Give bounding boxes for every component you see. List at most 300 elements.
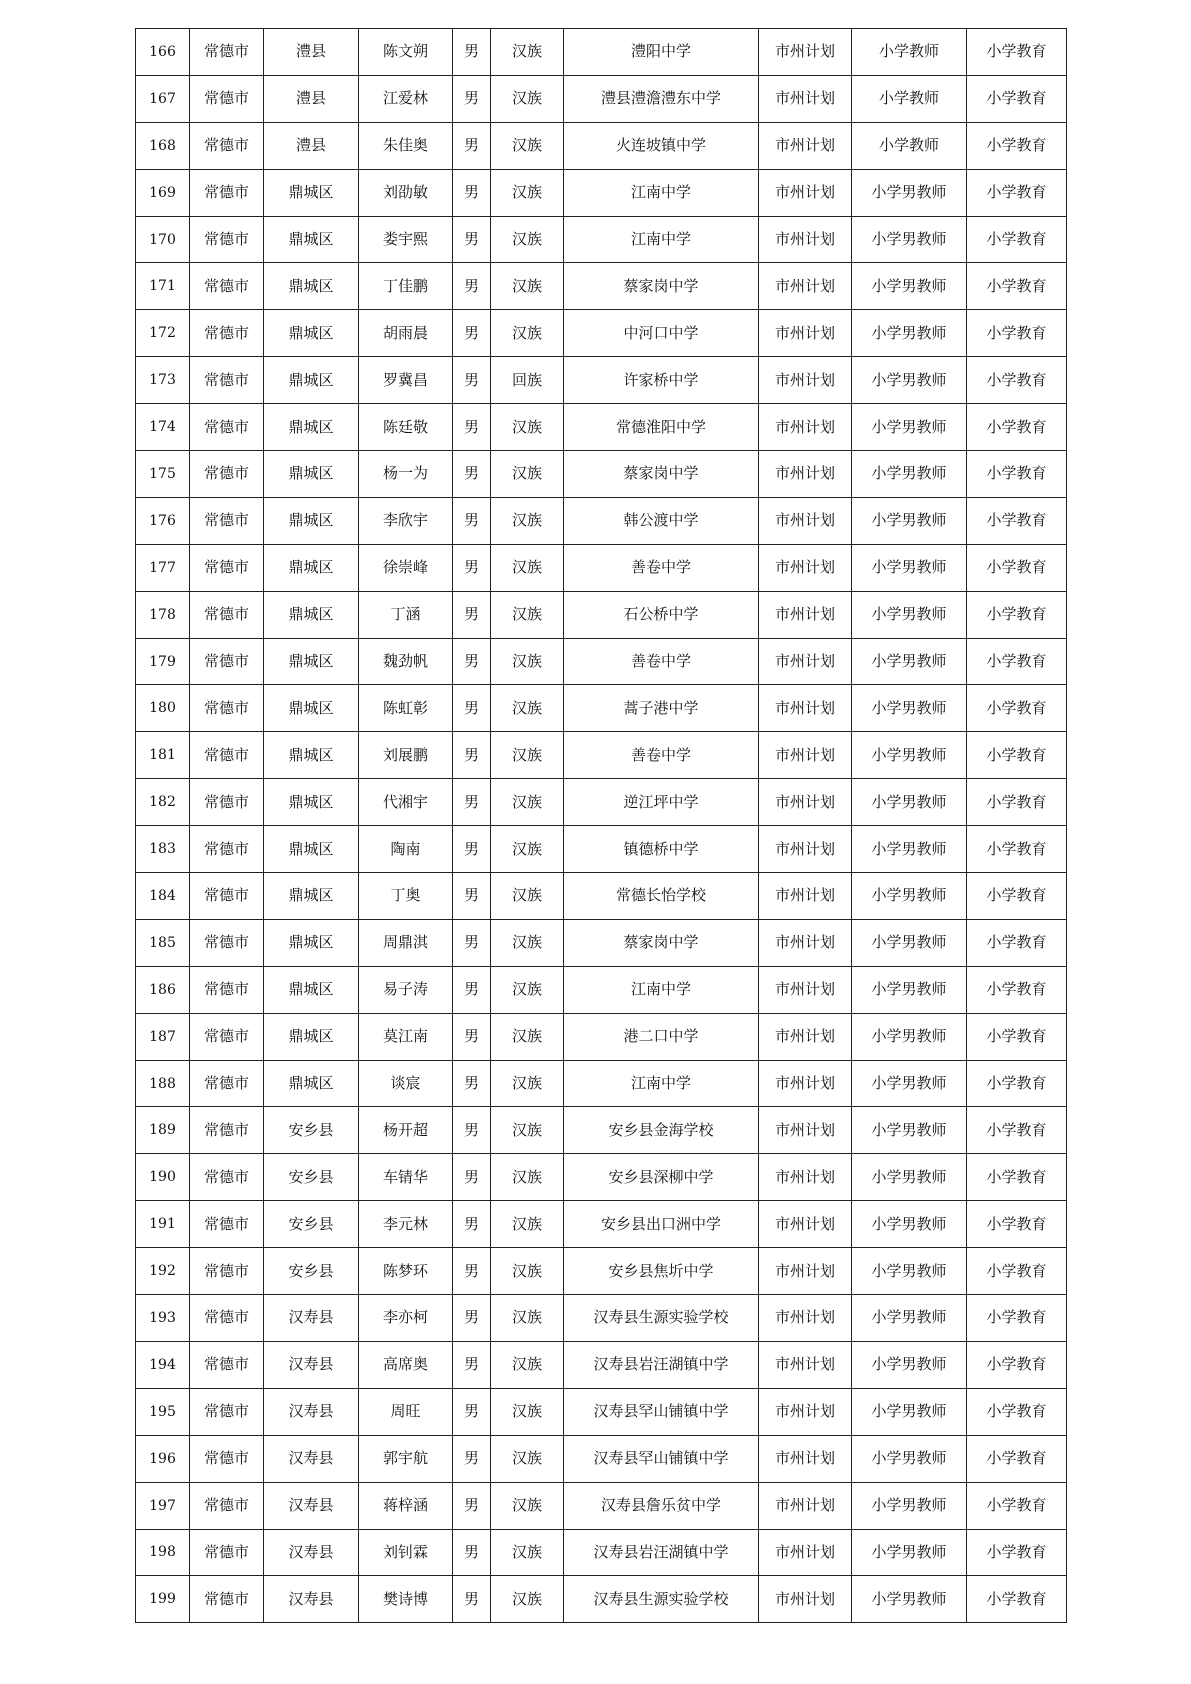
school-cell: 逆江坪中学 bbox=[564, 779, 759, 826]
school-cell: 镇德桥中学 bbox=[564, 826, 759, 873]
city-cell: 常德市 bbox=[190, 1060, 264, 1107]
ethnicity-cell: 汉族 bbox=[491, 1060, 564, 1107]
plan-cell: 市州计划 bbox=[759, 75, 852, 122]
school-cell: 安乡县深柳中学 bbox=[564, 1154, 759, 1201]
plan-cell: 市州计划 bbox=[759, 404, 852, 451]
county-cell: 鼎城区 bbox=[264, 544, 359, 591]
position-cell: 小学男教师 bbox=[852, 685, 967, 732]
city-cell: 常德市 bbox=[190, 1201, 264, 1248]
major-cell: 小学教育 bbox=[967, 1435, 1067, 1482]
city-cell: 常德市 bbox=[190, 1154, 264, 1201]
table-row bbox=[136, 1107, 1067, 1154]
ethnicity-cell: 汉族 bbox=[491, 1201, 564, 1248]
city-cell: 常德市 bbox=[190, 451, 264, 498]
ethnicity-cell: 汉族 bbox=[491, 216, 564, 263]
name-cell: 李亦柯 bbox=[359, 1295, 453, 1342]
school-cell: 江南中学 bbox=[564, 216, 759, 263]
major-cell: 小学教育 bbox=[967, 1248, 1067, 1295]
gender-cell: 男 bbox=[453, 1576, 491, 1623]
school-cell: 蔡家岗中学 bbox=[564, 919, 759, 966]
gender-cell: 男 bbox=[453, 29, 491, 76]
table-row bbox=[136, 169, 1067, 216]
major-cell: 小学教育 bbox=[967, 451, 1067, 498]
table-row bbox=[136, 497, 1067, 544]
position-cell: 小学男教师 bbox=[852, 1060, 967, 1107]
county-cell: 鼎城区 bbox=[264, 404, 359, 451]
plan-cell: 市州计划 bbox=[759, 122, 852, 169]
name-cell: 朱佳奥 bbox=[359, 122, 453, 169]
city-cell: 常德市 bbox=[190, 169, 264, 216]
ethnicity-cell: 汉族 bbox=[491, 873, 564, 920]
table-row bbox=[136, 779, 1067, 826]
ethnicity-cell: 汉族 bbox=[491, 1388, 564, 1435]
plan-cell: 市州计划 bbox=[759, 1295, 852, 1342]
table-row bbox=[136, 310, 1067, 357]
gender-cell: 男 bbox=[453, 1341, 491, 1388]
seq-cell: 189 bbox=[136, 1107, 190, 1154]
seq-cell: 185 bbox=[136, 919, 190, 966]
position-cell: 小学男教师 bbox=[852, 1248, 967, 1295]
table-body bbox=[136, 29, 1067, 1623]
major-cell: 小学教育 bbox=[967, 544, 1067, 591]
gender-cell: 男 bbox=[453, 779, 491, 826]
name-cell: 蒋梓涵 bbox=[359, 1482, 453, 1529]
ethnicity-cell: 汉族 bbox=[491, 1482, 564, 1529]
gender-cell: 男 bbox=[453, 1482, 491, 1529]
position-cell: 小学男教师 bbox=[852, 1201, 967, 1248]
plan-cell: 市州计划 bbox=[759, 732, 852, 779]
ethnicity-cell: 汉族 bbox=[491, 544, 564, 591]
gender-cell: 男 bbox=[453, 404, 491, 451]
gender-cell: 男 bbox=[453, 1435, 491, 1482]
county-cell: 汉寿县 bbox=[264, 1529, 359, 1576]
school-cell: 汉寿县生源实验学校 bbox=[564, 1576, 759, 1623]
school-cell: 蔡家岗中学 bbox=[564, 451, 759, 498]
ethnicity-cell: 汉族 bbox=[491, 966, 564, 1013]
school-cell: 善卷中学 bbox=[564, 732, 759, 779]
city-cell: 常德市 bbox=[190, 1529, 264, 1576]
gender-cell: 男 bbox=[453, 310, 491, 357]
ethnicity-cell: 汉族 bbox=[491, 75, 564, 122]
city-cell: 常德市 bbox=[190, 591, 264, 638]
table-row bbox=[136, 591, 1067, 638]
ethnicity-cell: 汉族 bbox=[491, 1576, 564, 1623]
county-cell: 鼎城区 bbox=[264, 357, 359, 404]
plan-cell: 市州计划 bbox=[759, 216, 852, 263]
city-cell: 常德市 bbox=[190, 357, 264, 404]
position-cell: 小学男教师 bbox=[852, 1482, 967, 1529]
plan-cell: 市州计划 bbox=[759, 591, 852, 638]
city-cell: 常德市 bbox=[190, 873, 264, 920]
gender-cell: 男 bbox=[453, 873, 491, 920]
position-cell: 小学男教师 bbox=[852, 1576, 967, 1623]
school-cell: 善卷中学 bbox=[564, 638, 759, 685]
ethnicity-cell: 汉族 bbox=[491, 826, 564, 873]
seq-cell: 199 bbox=[136, 1576, 190, 1623]
school-cell: 石公桥中学 bbox=[564, 591, 759, 638]
seq-cell: 192 bbox=[136, 1248, 190, 1295]
gender-cell: 男 bbox=[453, 1201, 491, 1248]
table-row bbox=[136, 1529, 1067, 1576]
major-cell: 小学教育 bbox=[967, 1576, 1067, 1623]
name-cell: 杨开超 bbox=[359, 1107, 453, 1154]
table-row bbox=[136, 75, 1067, 122]
city-cell: 常德市 bbox=[190, 1435, 264, 1482]
school-cell: 江南中学 bbox=[564, 1060, 759, 1107]
plan-cell: 市州计划 bbox=[759, 169, 852, 216]
school-cell: 澧县澧澹澧东中学 bbox=[564, 75, 759, 122]
ethnicity-cell: 汉族 bbox=[491, 122, 564, 169]
county-cell: 鼎城区 bbox=[264, 497, 359, 544]
ethnicity-cell: 汉族 bbox=[491, 263, 564, 310]
school-cell: 汉寿县詹乐贫中学 bbox=[564, 1482, 759, 1529]
major-cell: 小学教育 bbox=[967, 826, 1067, 873]
school-cell: 汉寿县罕山铺镇中学 bbox=[564, 1388, 759, 1435]
school-cell: 江南中学 bbox=[564, 169, 759, 216]
county-cell: 汉寿县 bbox=[264, 1482, 359, 1529]
county-cell: 安乡县 bbox=[264, 1154, 359, 1201]
table-row bbox=[136, 404, 1067, 451]
seq-cell: 196 bbox=[136, 1435, 190, 1482]
position-cell: 小学男教师 bbox=[852, 310, 967, 357]
position-cell: 小学男教师 bbox=[852, 919, 967, 966]
major-cell: 小学教育 bbox=[967, 357, 1067, 404]
seq-cell: 187 bbox=[136, 1013, 190, 1060]
school-cell: 安乡县焦圻中学 bbox=[564, 1248, 759, 1295]
ethnicity-cell: 汉族 bbox=[491, 591, 564, 638]
major-cell: 小学教育 bbox=[967, 732, 1067, 779]
position-cell: 小学男教师 bbox=[852, 1154, 967, 1201]
ethnicity-cell: 汉族 bbox=[491, 1529, 564, 1576]
city-cell: 常德市 bbox=[190, 1482, 264, 1529]
ethnicity-cell: 汉族 bbox=[491, 1013, 564, 1060]
ethnicity-cell: 汉族 bbox=[491, 1435, 564, 1482]
school-cell: 蒿子港中学 bbox=[564, 685, 759, 732]
table-row bbox=[136, 1013, 1067, 1060]
school-cell: 许家桥中学 bbox=[564, 357, 759, 404]
name-cell: 丁涵 bbox=[359, 591, 453, 638]
school-cell: 澧阳中学 bbox=[564, 29, 759, 76]
name-cell: 丁奥 bbox=[359, 873, 453, 920]
gender-cell: 男 bbox=[453, 966, 491, 1013]
gender-cell: 男 bbox=[453, 451, 491, 498]
major-cell: 小学教育 bbox=[967, 1295, 1067, 1342]
plan-cell: 市州计划 bbox=[759, 1201, 852, 1248]
gender-cell: 男 bbox=[453, 169, 491, 216]
seq-cell: 195 bbox=[136, 1388, 190, 1435]
county-cell: 汉寿县 bbox=[264, 1341, 359, 1388]
plan-cell: 市州计划 bbox=[759, 1576, 852, 1623]
major-cell: 小学教育 bbox=[967, 873, 1067, 920]
plan-cell: 市州计划 bbox=[759, 357, 852, 404]
gender-cell: 男 bbox=[453, 685, 491, 732]
school-cell: 火连坡镇中学 bbox=[564, 122, 759, 169]
name-cell: 周鼎淇 bbox=[359, 919, 453, 966]
school-cell: 常德长怡学校 bbox=[564, 873, 759, 920]
name-cell: 胡雨晨 bbox=[359, 310, 453, 357]
name-cell: 刘钊霖 bbox=[359, 1529, 453, 1576]
plan-cell: 市州计划 bbox=[759, 873, 852, 920]
ethnicity-cell: 汉族 bbox=[491, 451, 564, 498]
name-cell: 车锖华 bbox=[359, 1154, 453, 1201]
county-cell: 澧县 bbox=[264, 75, 359, 122]
gender-cell: 男 bbox=[453, 1107, 491, 1154]
major-cell: 小学教育 bbox=[967, 310, 1067, 357]
school-cell: 常德淮阳中学 bbox=[564, 404, 759, 451]
position-cell: 小学教师 bbox=[852, 122, 967, 169]
school-cell: 安乡县金海学校 bbox=[564, 1107, 759, 1154]
city-cell: 常德市 bbox=[190, 638, 264, 685]
city-cell: 常德市 bbox=[190, 263, 264, 310]
city-cell: 常德市 bbox=[190, 1107, 264, 1154]
table-row bbox=[136, 451, 1067, 498]
city-cell: 常德市 bbox=[190, 29, 264, 76]
gender-cell: 男 bbox=[453, 1154, 491, 1201]
major-cell: 小学教育 bbox=[967, 122, 1067, 169]
plan-cell: 市州计划 bbox=[759, 29, 852, 76]
school-cell: 港二口中学 bbox=[564, 1013, 759, 1060]
name-cell: 刘展鹏 bbox=[359, 732, 453, 779]
position-cell: 小学教师 bbox=[852, 29, 967, 76]
name-cell: 丁佳鹏 bbox=[359, 263, 453, 310]
county-cell: 鼎城区 bbox=[264, 732, 359, 779]
city-cell: 常德市 bbox=[190, 919, 264, 966]
gender-cell: 男 bbox=[453, 1295, 491, 1342]
name-cell: 代湘宇 bbox=[359, 779, 453, 826]
school-cell: 中河口中学 bbox=[564, 310, 759, 357]
table-row bbox=[136, 1295, 1067, 1342]
county-cell: 汉寿县 bbox=[264, 1295, 359, 1342]
plan-cell: 市州计划 bbox=[759, 497, 852, 544]
major-cell: 小学教育 bbox=[967, 1341, 1067, 1388]
position-cell: 小学男教师 bbox=[852, 826, 967, 873]
table-row bbox=[136, 638, 1067, 685]
table-row bbox=[136, 1435, 1067, 1482]
seq-cell: 197 bbox=[136, 1482, 190, 1529]
seq-cell: 171 bbox=[136, 263, 190, 310]
position-cell: 小学男教师 bbox=[852, 497, 967, 544]
ethnicity-cell: 汉族 bbox=[491, 1154, 564, 1201]
major-cell: 小学教育 bbox=[967, 1107, 1067, 1154]
plan-cell: 市州计划 bbox=[759, 1154, 852, 1201]
major-cell: 小学教育 bbox=[967, 591, 1067, 638]
name-cell: 李元林 bbox=[359, 1201, 453, 1248]
major-cell: 小学教育 bbox=[967, 1201, 1067, 1248]
position-cell: 小学男教师 bbox=[852, 1529, 967, 1576]
name-cell: 李欣宇 bbox=[359, 497, 453, 544]
seq-cell: 194 bbox=[136, 1341, 190, 1388]
major-cell: 小学教育 bbox=[967, 497, 1067, 544]
gender-cell: 男 bbox=[453, 216, 491, 263]
name-cell: 樊诗博 bbox=[359, 1576, 453, 1623]
county-cell: 鼎城区 bbox=[264, 779, 359, 826]
city-cell: 常德市 bbox=[190, 1341, 264, 1388]
seq-cell: 180 bbox=[136, 685, 190, 732]
position-cell: 小学男教师 bbox=[852, 1388, 967, 1435]
name-cell: 江爱林 bbox=[359, 75, 453, 122]
seq-cell: 167 bbox=[136, 75, 190, 122]
city-cell: 常德市 bbox=[190, 1576, 264, 1623]
ethnicity-cell: 汉族 bbox=[491, 497, 564, 544]
name-cell: 魏劲帆 bbox=[359, 638, 453, 685]
seq-cell: 174 bbox=[136, 404, 190, 451]
gender-cell: 男 bbox=[453, 1529, 491, 1576]
table-row bbox=[136, 919, 1067, 966]
table-row bbox=[136, 685, 1067, 732]
ethnicity-cell: 回族 bbox=[491, 357, 564, 404]
city-cell: 常德市 bbox=[190, 1388, 264, 1435]
major-cell: 小学教育 bbox=[967, 263, 1067, 310]
plan-cell: 市州计划 bbox=[759, 544, 852, 591]
city-cell: 常德市 bbox=[190, 1248, 264, 1295]
seq-cell: 173 bbox=[136, 357, 190, 404]
position-cell: 小学男教师 bbox=[852, 1107, 967, 1154]
table-row bbox=[136, 1482, 1067, 1529]
position-cell: 小学男教师 bbox=[852, 263, 967, 310]
plan-cell: 市州计划 bbox=[759, 1435, 852, 1482]
gender-cell: 男 bbox=[453, 544, 491, 591]
name-cell: 徐崇峰 bbox=[359, 544, 453, 591]
major-cell: 小学教育 bbox=[967, 966, 1067, 1013]
seq-cell: 184 bbox=[136, 873, 190, 920]
table-row bbox=[136, 1576, 1067, 1623]
position-cell: 小学教师 bbox=[852, 75, 967, 122]
ethnicity-cell: 汉族 bbox=[491, 1107, 564, 1154]
plan-cell: 市州计划 bbox=[759, 1013, 852, 1060]
name-cell: 陈廷敬 bbox=[359, 404, 453, 451]
seq-cell: 169 bbox=[136, 169, 190, 216]
position-cell: 小学男教师 bbox=[852, 544, 967, 591]
seq-cell: 179 bbox=[136, 638, 190, 685]
table-row bbox=[136, 966, 1067, 1013]
county-cell: 澧县 bbox=[264, 122, 359, 169]
plan-cell: 市州计划 bbox=[759, 826, 852, 873]
plan-cell: 市州计划 bbox=[759, 1060, 852, 1107]
major-cell: 小学教育 bbox=[967, 779, 1067, 826]
county-cell: 鼎城区 bbox=[264, 1060, 359, 1107]
name-cell: 高席奥 bbox=[359, 1341, 453, 1388]
table-row bbox=[136, 826, 1067, 873]
city-cell: 常德市 bbox=[190, 685, 264, 732]
major-cell: 小学教育 bbox=[967, 1013, 1067, 1060]
name-cell: 娄宇熙 bbox=[359, 216, 453, 263]
gender-cell: 男 bbox=[453, 1013, 491, 1060]
position-cell: 小学男教师 bbox=[852, 1295, 967, 1342]
position-cell: 小学男教师 bbox=[852, 357, 967, 404]
plan-cell: 市州计划 bbox=[759, 966, 852, 1013]
major-cell: 小学教育 bbox=[967, 29, 1067, 76]
city-cell: 常德市 bbox=[190, 966, 264, 1013]
ethnicity-cell: 汉族 bbox=[491, 779, 564, 826]
seq-cell: 186 bbox=[136, 966, 190, 1013]
table-row bbox=[136, 1060, 1067, 1107]
county-cell: 鼎城区 bbox=[264, 826, 359, 873]
name-cell: 易子涛 bbox=[359, 966, 453, 1013]
major-cell: 小学教育 bbox=[967, 1154, 1067, 1201]
major-cell: 小学教育 bbox=[967, 169, 1067, 216]
name-cell: 陈文朔 bbox=[359, 29, 453, 76]
position-cell: 小学男教师 bbox=[852, 873, 967, 920]
county-cell: 鼎城区 bbox=[264, 685, 359, 732]
county-cell: 安乡县 bbox=[264, 1248, 359, 1295]
city-cell: 常德市 bbox=[190, 732, 264, 779]
major-cell: 小学教育 bbox=[967, 404, 1067, 451]
plan-cell: 市州计划 bbox=[759, 1388, 852, 1435]
enrollment-table bbox=[135, 28, 1067, 1623]
table-row bbox=[136, 263, 1067, 310]
city-cell: 常德市 bbox=[190, 1013, 264, 1060]
county-cell: 鼎城区 bbox=[264, 1013, 359, 1060]
school-cell: 汉寿县生源实验学校 bbox=[564, 1295, 759, 1342]
seq-cell: 190 bbox=[136, 1154, 190, 1201]
seq-cell: 181 bbox=[136, 732, 190, 779]
ethnicity-cell: 汉族 bbox=[491, 638, 564, 685]
plan-cell: 市州计划 bbox=[759, 685, 852, 732]
county-cell: 汉寿县 bbox=[264, 1388, 359, 1435]
major-cell: 小学教育 bbox=[967, 216, 1067, 263]
city-cell: 常德市 bbox=[190, 826, 264, 873]
ethnicity-cell: 汉族 bbox=[491, 29, 564, 76]
ethnicity-cell: 汉族 bbox=[491, 919, 564, 966]
ethnicity-cell: 汉族 bbox=[491, 310, 564, 357]
major-cell: 小学教育 bbox=[967, 1482, 1067, 1529]
county-cell: 安乡县 bbox=[264, 1107, 359, 1154]
position-cell: 小学男教师 bbox=[852, 404, 967, 451]
table-row bbox=[136, 357, 1067, 404]
major-cell: 小学教育 bbox=[967, 1388, 1067, 1435]
seq-cell: 188 bbox=[136, 1060, 190, 1107]
seq-cell: 166 bbox=[136, 29, 190, 76]
seq-cell: 177 bbox=[136, 544, 190, 591]
seq-cell: 168 bbox=[136, 122, 190, 169]
table-row bbox=[136, 1154, 1067, 1201]
school-cell: 安乡县出口洲中学 bbox=[564, 1201, 759, 1248]
plan-cell: 市州计划 bbox=[759, 310, 852, 357]
position-cell: 小学男教师 bbox=[852, 779, 967, 826]
name-cell: 郭宇航 bbox=[359, 1435, 453, 1482]
table-row bbox=[136, 122, 1067, 169]
major-cell: 小学教育 bbox=[967, 1060, 1067, 1107]
city-cell: 常德市 bbox=[190, 310, 264, 357]
county-cell: 澧县 bbox=[264, 29, 359, 76]
table-row bbox=[136, 544, 1067, 591]
gender-cell: 男 bbox=[453, 1248, 491, 1295]
county-cell: 鼎城区 bbox=[264, 451, 359, 498]
position-cell: 小学男教师 bbox=[852, 169, 967, 216]
position-cell: 小学男教师 bbox=[852, 451, 967, 498]
city-cell: 常德市 bbox=[190, 75, 264, 122]
plan-cell: 市州计划 bbox=[759, 263, 852, 310]
position-cell: 小学男教师 bbox=[852, 732, 967, 779]
ethnicity-cell: 汉族 bbox=[491, 1248, 564, 1295]
table-row bbox=[136, 873, 1067, 920]
school-cell: 江南中学 bbox=[564, 966, 759, 1013]
plan-cell: 市州计划 bbox=[759, 779, 852, 826]
plan-cell: 市州计划 bbox=[759, 1341, 852, 1388]
county-cell: 鼎城区 bbox=[264, 919, 359, 966]
table-row bbox=[136, 732, 1067, 779]
name-cell: 陈虹彰 bbox=[359, 685, 453, 732]
table-row bbox=[136, 216, 1067, 263]
name-cell: 谈宸 bbox=[359, 1060, 453, 1107]
city-cell: 常德市 bbox=[190, 779, 264, 826]
plan-cell: 市州计划 bbox=[759, 1529, 852, 1576]
table-row bbox=[136, 1248, 1067, 1295]
gender-cell: 男 bbox=[453, 591, 491, 638]
county-cell: 安乡县 bbox=[264, 1201, 359, 1248]
name-cell: 杨一为 bbox=[359, 451, 453, 498]
ethnicity-cell: 汉族 bbox=[491, 1341, 564, 1388]
